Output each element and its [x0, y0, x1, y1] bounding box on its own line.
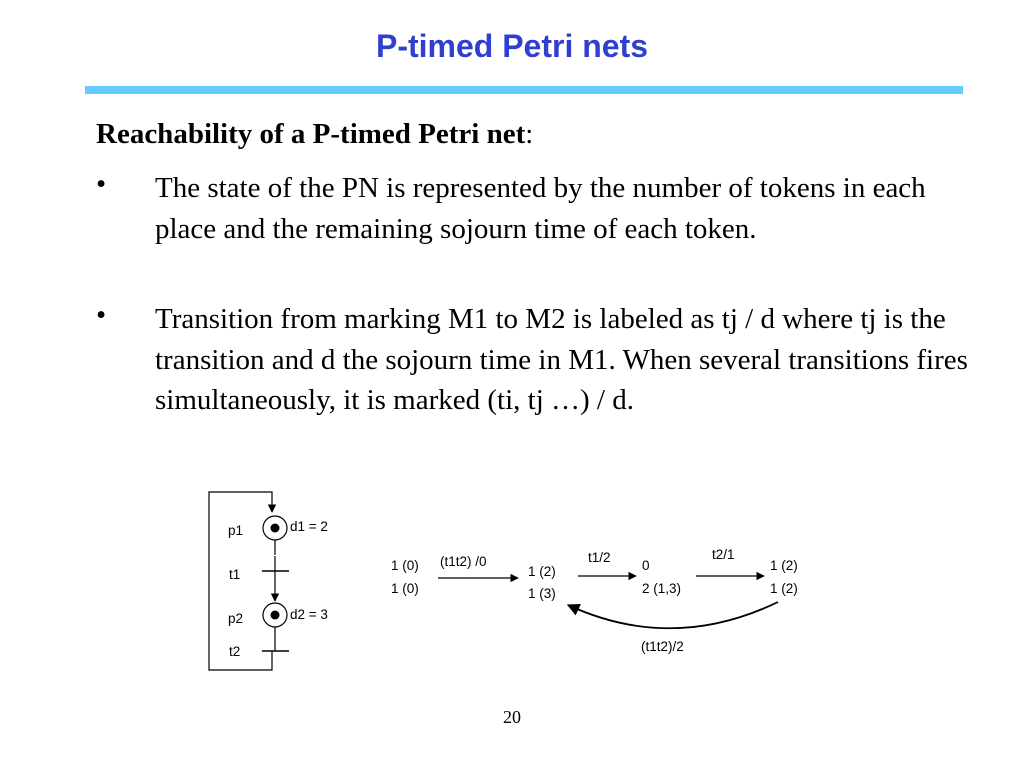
- label-d1: d1 = 2: [290, 519, 328, 534]
- section-heading-bold: Reachability of a P-timed Petri net: [96, 118, 526, 150]
- label-d2: d2 = 3: [290, 607, 328, 622]
- state-1-line1: 1 (0): [391, 558, 419, 573]
- label-p1: p1: [228, 523, 244, 538]
- token-p1: [271, 524, 280, 533]
- state-1-line2: 1 (0): [391, 581, 419, 596]
- bullet-text-2: Transition from marking M1 to M2 is labeled as tj / d where tj is the transition and d the sojourn time in M1. When several transitions fires simultaneously, it is marked (ti, tj …) / d.: [155, 303, 968, 416]
- state-2-line1: 1 (2): [528, 564, 556, 579]
- section-heading-suffix: :: [525, 118, 534, 150]
- arc-label-s1-s2: (t1t2) /0: [440, 554, 487, 569]
- arc-s4-s2: [568, 602, 778, 628]
- label-t1: t1: [229, 567, 241, 582]
- token-p2: [271, 611, 280, 620]
- state-2-line2: 1 (3): [528, 586, 556, 601]
- state-3-line1: 0: [642, 558, 650, 573]
- state-4-line1: 1 (2): [770, 558, 798, 573]
- page-number: 20: [503, 707, 521, 727]
- label-t2: t2: [229, 644, 241, 659]
- bullet-marker-2: •: [96, 299, 107, 331]
- loop-arc: [209, 492, 272, 670]
- slide-title: P-timed Petri nets: [375, 28, 649, 64]
- bullet-text-1: The state of the PN is represented by the number of tokens in each place and the remaining sojourn time of each token.: [155, 172, 926, 245]
- arc-label-s3-s4: t2/1: [712, 547, 735, 562]
- label-p2: p2: [228, 611, 244, 626]
- state-3-line2: 2 (1,3): [642, 581, 682, 596]
- arc-label-s4-s2: (t1t2)/2: [641, 639, 684, 654]
- arc-label-s2-s3: t1/2: [588, 550, 611, 565]
- state-4-line2: 1 (2): [770, 581, 798, 596]
- bullet-marker-1: •: [96, 168, 107, 200]
